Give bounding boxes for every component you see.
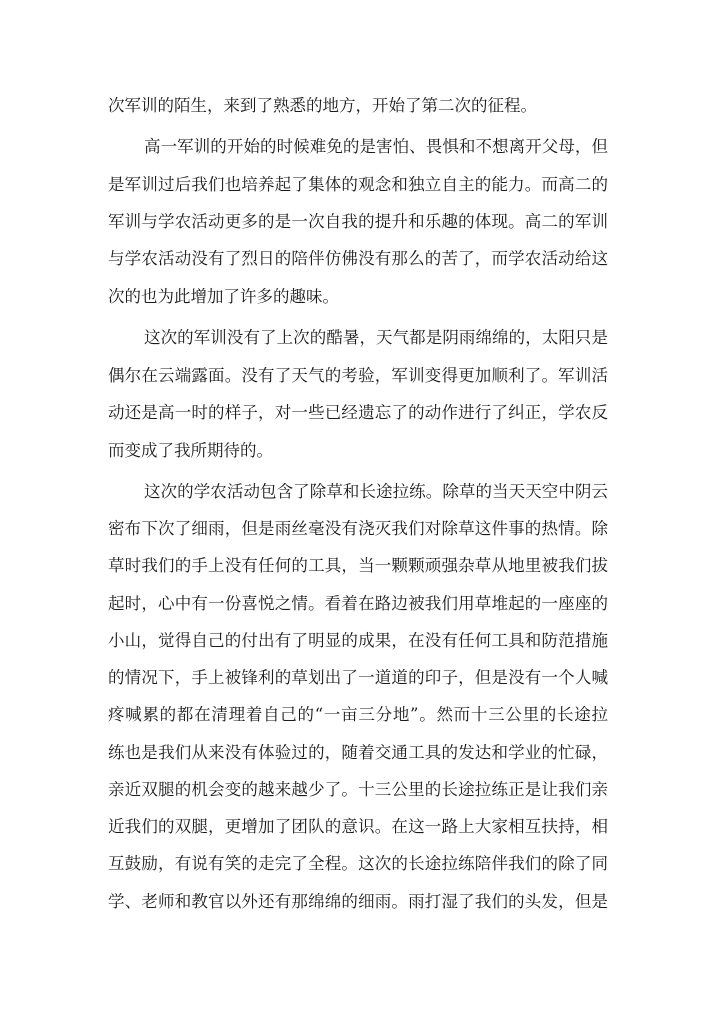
text-line: 偶尔在云端露面。没有了天气的考验，军训变得更加顺利了。军训活 [108,366,608,385]
text-line: 起时，心中有一份喜悦之情。看着在路边被我们用草堆起的一座座的 [108,594,608,613]
text-line: 练也是我们从来没有体验过的，随着交通工具的发达和学业的忙碌， [108,743,608,762]
text-line: 草时我们的手上没有任何的工具，当一颗颗顽强杂草从地里被我们拔 [108,556,608,575]
text-line: 而变成了我所期待的。 [108,441,273,460]
text-line: 学、老师和教官以外还有那绵绵的细雨。雨打湿了我们的头发，但是 [108,892,608,911]
text-line: 互鼓励，有说有笑的走完了全程。这次的长途拉练陪伴我们的除了同 [108,854,608,873]
text-line: 密布下次了细雨，但是雨丝毫没有浇灭我们对除草这件事的热情。除 [108,519,608,538]
text-line: 的情况下，手上被锋利的草划出了一道道的印子，但是没有一个人喊 [108,668,608,687]
paragraph-first-line: 高一军训的开始的时候难免的是害怕、畏惧和不想离开父母，但 [144,137,608,156]
paragraph-first-line: 这次的军训没有了上次的酷暑，天气都是阴雨绵绵的，太阳只是 [144,328,608,347]
text-line: 近我们的双腿，更增加了团队的意识。在这一路上大家相互扶持，相 [108,817,608,836]
text-line: 亲近双腿的机会变的越来越少了。十三公里的长途拉练正是让我们亲 [108,780,608,799]
text-line: 次的也为此增加了许多的趣味。 [108,287,339,306]
text-line: 动还是高一时的样子，对一些已经遗忘了的动作进行了纠正，学农反 [108,403,608,422]
text-line: 与学农活动没有了烈日的陪伴仿佛没有那么的苦了，而学农活动给这 [108,249,608,268]
paragraph-first-line: 这次的学农活动包含了除草和长途拉练。除草的当天天空中阴云 [144,482,608,501]
text-line: 次军训的陌生，来到了熟悉的地方，开始了第二次的征程。 [108,96,537,115]
text-line: 小山，觉得自己的付出有了明显的成果，在没有任何工具和防范措施 [108,631,608,650]
text-line: 疼喊累的都在清理着自己的“一亩三分地”。然而十三公里的长途拉 [108,705,608,724]
text-line: 是军训过后我们也培养起了集体的观念和独立自主的能力。而高二的 [108,175,608,194]
text-line: 军训与学农活动更多的是一次自我的提升和乐趣的体现。高二的军训 [108,212,608,231]
